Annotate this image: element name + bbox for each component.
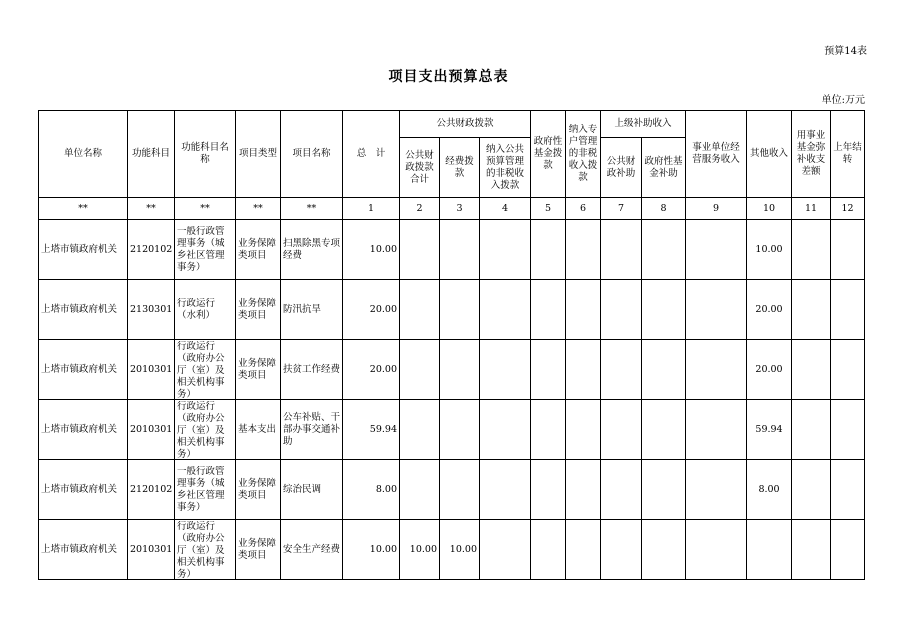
header-func-name: 功能科目名称 bbox=[175, 111, 236, 198]
header-proj-type: 项目类型 bbox=[236, 111, 281, 198]
table-row bbox=[39, 400, 865, 460]
cell-other bbox=[747, 520, 792, 580]
cell-total: 20.00 bbox=[343, 340, 400, 400]
cell-func-name: 一般行政管理事务（城乡社区管理事务） bbox=[175, 220, 236, 280]
cell-other: 20.00 bbox=[747, 340, 792, 400]
cell-pf-subtotal: 10.00 bbox=[400, 520, 440, 580]
cell-code: 2130301 bbox=[128, 280, 175, 340]
cell-pf-subtotal bbox=[400, 280, 440, 340]
cell-dept: 上塔市镇政府机关 bbox=[39, 280, 128, 340]
header-pf-nontax: 纳入公共预算管理的非税收入拨款 bbox=[480, 138, 531, 198]
header-carryover: 上年结转 bbox=[831, 111, 865, 198]
cell-name: 综治民调 bbox=[281, 460, 343, 520]
header-dept: 单位名称 bbox=[39, 111, 128, 198]
cell-type: 业务保障类项目 bbox=[236, 520, 281, 580]
cell-pf-subtotal bbox=[400, 460, 440, 520]
cell-type: 业务保障类项目 bbox=[236, 220, 281, 280]
cell-other: 59.94 bbox=[747, 400, 792, 460]
cell-func-name: 行政运行（政府办公厅（室）及相关机构事务） bbox=[175, 340, 236, 400]
header-proj-name: 项目名称 bbox=[281, 111, 343, 198]
header-special-nontax: 纳入专户管理的非税收入拨款 bbox=[566, 111, 601, 198]
cell-pf-funding bbox=[440, 280, 480, 340]
cell-pf-funding bbox=[440, 220, 480, 280]
header-other-income: 其他收入 bbox=[747, 111, 792, 198]
header-superior: 上级补助收入 bbox=[601, 111, 686, 138]
header-gov-fund: 政府性基金拨款 bbox=[531, 111, 566, 198]
cell-total: 59.94 bbox=[343, 400, 400, 460]
cell-type: 业务保障类项目 bbox=[236, 340, 281, 400]
budget-table bbox=[38, 110, 865, 580]
header-reserve: 用事业基金弥补收支差额 bbox=[792, 111, 831, 198]
cell-pf-subtotal bbox=[400, 340, 440, 400]
index-row: ** ** ** ** ** 1 2 3 4 5 6 7 8 9 10 11 12 bbox=[39, 198, 865, 220]
cell-other: 8.00 bbox=[747, 460, 792, 520]
cell-name: 安全生产经费 bbox=[281, 520, 343, 580]
cell-func-name: 一般行政管理事务（城乡社区管理事务） bbox=[175, 460, 236, 520]
page-title: 项目支出预算总表 bbox=[388, 69, 509, 85]
cell-name: 公车补贴、干部办事交通补助 bbox=[281, 400, 343, 460]
cell-code: 2120102 bbox=[128, 460, 175, 520]
table-row bbox=[39, 280, 865, 340]
cell-type: 基本支出 bbox=[236, 400, 281, 460]
cell-total: 20.00 bbox=[343, 280, 400, 340]
cell-dept: 上塔市镇政府机关 bbox=[39, 220, 128, 280]
cell-dept: 上塔市镇政府机关 bbox=[39, 460, 128, 520]
header-func-code: 功能科目 bbox=[128, 111, 175, 198]
header-pf-subtotal: 公共财政拨款合计 bbox=[400, 138, 440, 198]
cell-pf-funding: 10.00 bbox=[440, 520, 480, 580]
cell-name: 扫黑除黑专项经费 bbox=[281, 220, 343, 280]
table-row bbox=[39, 520, 865, 580]
cell-name: 防汛抗旱 bbox=[281, 280, 343, 340]
header-sup-gov-fund: 政府性基金补助 bbox=[642, 138, 686, 198]
table-tag: 预算14表 bbox=[824, 46, 867, 57]
cell-dept: 上塔市镇政府机关 bbox=[39, 400, 128, 460]
cell-dept: 上塔市镇政府机关 bbox=[39, 340, 128, 400]
cell-total: 8.00 bbox=[343, 460, 400, 520]
cell-type: 业务保障类项目 bbox=[236, 460, 281, 520]
cell-pf-subtotal bbox=[400, 220, 440, 280]
cell-func-name: 行政运行（水利） bbox=[175, 280, 236, 340]
cell-code: 2010301 bbox=[128, 400, 175, 460]
cell-func-name: 行政运行（政府办公厅（室）及相关机构事务） bbox=[175, 400, 236, 460]
header-sup-public: 公共财政补助 bbox=[601, 138, 642, 198]
cell-dept: 上塔市镇政府机关 bbox=[39, 520, 128, 580]
cell-pf-funding bbox=[440, 460, 480, 520]
cell-pf-funding bbox=[440, 340, 480, 400]
cell-type: 业务保障类项目 bbox=[236, 280, 281, 340]
table-row bbox=[39, 220, 865, 280]
cell-code: 2010301 bbox=[128, 520, 175, 580]
cell-code: 2120102 bbox=[128, 220, 175, 280]
table-row bbox=[39, 340, 865, 400]
cell-pf-funding bbox=[440, 400, 480, 460]
unit-label: 单位:万元 bbox=[821, 95, 865, 106]
cell-code: 2010301 bbox=[128, 340, 175, 400]
cell-other: 20.00 bbox=[747, 280, 792, 340]
header-public-fiscal: 公共财政拨款 bbox=[400, 111, 531, 138]
header-biz-income: 事业单位经营服务收入 bbox=[686, 111, 747, 198]
cell-func-name: 行政运行（政府办公厅（室）及相关机构事务） bbox=[175, 520, 236, 580]
cell-total: 10.00 bbox=[343, 220, 400, 280]
cell-pf-subtotal bbox=[400, 400, 440, 460]
cell-name: 扶贫工作经费 bbox=[281, 340, 343, 400]
cell-other: 10.00 bbox=[747, 220, 792, 280]
table-row bbox=[39, 460, 865, 520]
header-total: 总 计 bbox=[343, 111, 400, 198]
header-pf-funding: 经费拨款 bbox=[440, 138, 480, 198]
cell-total: 10.00 bbox=[343, 520, 400, 580]
